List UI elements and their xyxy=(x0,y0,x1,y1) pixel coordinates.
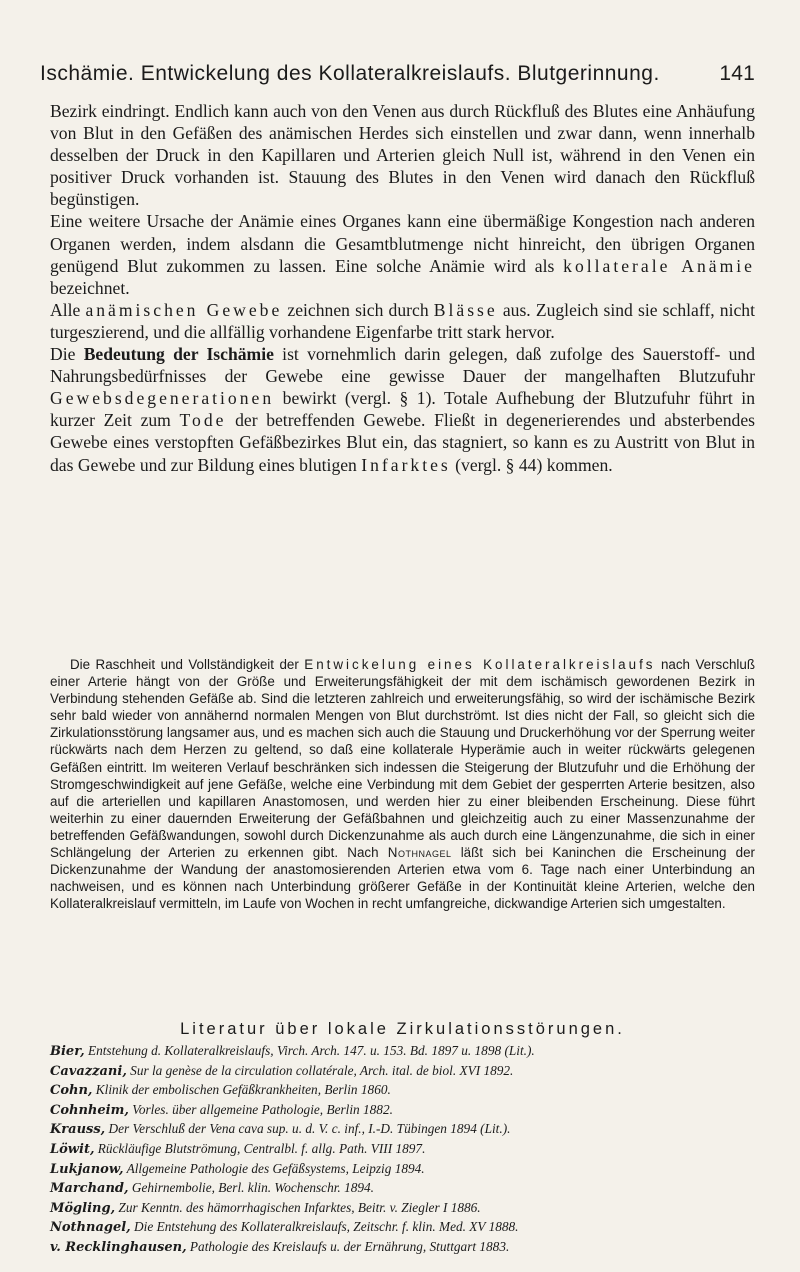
emphasized-text: anämischen Gewebe xyxy=(85,299,283,320)
text-run: ist vornehmlich darin gelegen, daß zufolge des Sauerstoff- und Nahrungsbedürfnisses der Gewebe eine gewisse Dauer der mangelhaften Blutzufuhr xyxy=(50,344,755,387)
main-text xyxy=(50,100,755,476)
entry-reference: Der Verschluß der Vena cava sup. u. d. V. c. inf., I.-D. Tübingen 1894 (Lit.). xyxy=(105,1121,511,1137)
entry-reference: Allgemeine Pathologie des Gefäßsystems, Leipzig 1894. xyxy=(123,1160,425,1176)
literature-list xyxy=(50,1042,760,1258)
text-run: Die xyxy=(50,344,84,365)
small-print-section xyxy=(50,656,755,912)
literature-entry xyxy=(50,1101,760,1121)
literature-entry xyxy=(50,1179,760,1199)
text-run: läßt sich bei Kaninchen die Erscheinung der Dickenzunahme der Wandung der anastomosierenden Arterien etwa vom 6. Tage nach einer Unterbindung an nachweisen, und es können nach Unterbindung größerer Gefäße in der Kontinuität kleine Arterien, welche den Kollateralkreislauf vermitteln, im Laufe von Wochen in recht umfangreiche, dickwandige Arterien sich umgestalten. xyxy=(50,845,755,912)
small-print-paragraph xyxy=(50,656,755,912)
text-run: der betreffenden Gewebe. Fließt in degenerierendes und absterbendes Gewebe eines verstopften Gefäßbezirkes Blut ein, das stagniert, so kann es zu Austritt von Blut in das Gewebe und zur Bildung eines blutigen xyxy=(50,410,756,475)
entry-author: Krauss, xyxy=(50,1122,106,1138)
entry-author: Löwit, xyxy=(50,1141,95,1157)
text-run: bewirkt (vergl. § 1). Totale Aufhebung der Blutzufuhr führt in kurzer Zeit zum xyxy=(50,388,755,431)
literature-entry xyxy=(50,1199,760,1219)
paragraph xyxy=(50,299,755,343)
text-run: aus. Zugleich sind sie schlaff, nicht turgeszierend, und die allfällig vorhandene Eigenfarbe tritt stark hervor. xyxy=(50,299,755,342)
paragraph xyxy=(50,210,755,298)
text-run: nach Verschluß einer Arterie hängt von der Größe und Erweiterungsfähigkeit der mit dem ischämisch gewordenen Bezirk in Verbindung stehenden Gefäße ab. Sind die letzteren zahlreich und erweiterungsfähig, so wird der ischämische Bezirk sehr bald wieder von annähernd normalen Mengen von Blut durchströmt. Ist dies nicht der Fall, so gleicht sich die Zirkulationsstörung langsamer aus, und es machen sich auch die Stauung und Druckerhöhung vor der Sperrung weiter rückwärts nach dem Herzen zu geltend, so daß eine kollaterale Hyperämie auch in weiter rückwärts gelegenen Gefäßen eintritt. Im weiteren Verlauf beschränken sich indessen die Steigerung der Blutzufuhr und die Erhöhung der Stromgeschwindigkeit auf jene Gefäße, welche eine Verbindung mit dem Gebiet der gesperrten Arterie besitzen, also auf die arteriellen und kapillaren Anastomosen, und werden hier zu einer bleibenden Erscheinung. Diese führt weiterhin zu einer dauernden Erweiterung der Gefäßbahnen und gleichzeitig auch zu einer Massenzunahme der betreffenden Gefäßwandungen, sowohl durch Dickenzunahme als auch durch eine Längenzunahme, die sich in einer Schlängelung der Arterien zu erkennen gibt. Nach xyxy=(50,657,756,861)
text-run: bezeichnet. xyxy=(50,277,130,298)
entry-author: Lukjanow, xyxy=(50,1161,124,1177)
text-run: (vergl. § 44) kommen. xyxy=(450,454,613,475)
emphasized-text: Infarktes xyxy=(361,454,451,475)
emphasized-text: Nothnagel xyxy=(387,845,452,861)
entry-author: Cohn, xyxy=(50,1083,93,1099)
literature-entry xyxy=(50,1042,760,1062)
literature-entry xyxy=(50,1062,760,1082)
literature-entry xyxy=(50,1120,760,1140)
text-run: Eine weitere Ursache der Anämie eines Organes kann eine übermäßige Kongestion nach anderen Organen werden, indem alsdann die Gesamtblutmenge nicht hinreicht, den übrigen Organen genügend Blut zukommen zu lassen. Eine solche Anämie wird als xyxy=(50,211,755,276)
emphasized-text: Entwickelung eines Kollateralkreislaufs xyxy=(304,657,656,672)
entry-reference: Die Entstehung des Kollateralkreislaufs, Zeitschr. f. klin. Med. XV 1888. xyxy=(130,1219,519,1235)
entry-reference: Zur Kenntn. des hämorrhagischen Infarktes, Beitr. v. Ziegler I 1886. xyxy=(115,1199,481,1215)
literature-entry xyxy=(50,1140,760,1160)
page-number: 141 xyxy=(719,62,755,85)
emphasized-text: Gewebsdegenerationen xyxy=(50,388,275,409)
emphasized-text: Blässe xyxy=(433,299,498,320)
literature-entry xyxy=(50,1160,760,1180)
emphasized-text: kollaterale Anämie xyxy=(563,255,755,276)
emphasized-text: Tode xyxy=(179,410,227,431)
entry-reference: Gehirnembolie, Berl. klin. Wochenschr. 1894. xyxy=(128,1180,374,1196)
literature-entry xyxy=(50,1238,760,1258)
entry-author: Cavazzani, xyxy=(50,1063,127,1079)
entry-author: Marchand, xyxy=(50,1181,129,1197)
running-header xyxy=(40,62,755,86)
literature-entry xyxy=(50,1218,760,1238)
text-run: Die Raschheit und Vollständigkeit der xyxy=(70,657,305,672)
entry-author: Bier, xyxy=(50,1044,85,1059)
entry-reference: Klinik der embolischen Gefäßkrankheiten, Berlin 1860. xyxy=(92,1082,391,1098)
text-run: zeichnen sich durch xyxy=(282,299,434,320)
entry-author: v. Recklinghausen, xyxy=(50,1239,187,1255)
emphasized-text: Bedeutung der Ischämie xyxy=(83,344,274,365)
entry-reference: Pathologie des Kreislaufs u. der Ernährung, Stuttgart 1883. xyxy=(186,1238,510,1254)
literature-heading: Literatur über lokale Zirkulationsstörungen. xyxy=(180,1020,625,1038)
header-title: Ischämie. Entwickelung des Kollateralkreislaufs. Blutgerinnung. xyxy=(40,62,660,85)
paragraph xyxy=(50,100,755,210)
entry-author: Cohnheim, xyxy=(50,1102,129,1118)
entry-author: Nothnagel, xyxy=(50,1220,131,1236)
entry-reference: Vorles. über allgemeine Pathologie, Berlin 1882. xyxy=(128,1101,393,1117)
entry-reference: Rückläufige Blutströmung, Centralbl. f. allg. Path. VIII 1897. xyxy=(94,1140,426,1156)
text-run: Alle xyxy=(50,299,86,320)
entry-reference: Entstehung d. Kollateralkreislaufs, Virch. Arch. 147. u. 153. Bd. 1897 u. 1898 (Lit.). xyxy=(84,1043,535,1058)
entry-reference: Sur la genèse de la circulation collatérale, Arch. ital. de biol. XVI 1892. xyxy=(126,1062,514,1078)
text-run: Bezirk eindringt. Endlich kann auch von den Venen aus durch Rückfluß des Blutes eine Anhäufung von Blut in den Gefäßen des anämischen Herdes sich einstellen und zwar dann, wenn innerhalb desselben der Druck in den Kapillaren und Arterien gleich Null ist, während in den Venen ein positiver Druck vorhanden ist. Stauung des Blutes in den Venen wird danach den Rückfluß begünstigen. xyxy=(50,101,755,210)
entry-author: Mögling, xyxy=(50,1200,116,1216)
paragraph xyxy=(50,343,755,476)
literature-entry xyxy=(50,1081,760,1101)
